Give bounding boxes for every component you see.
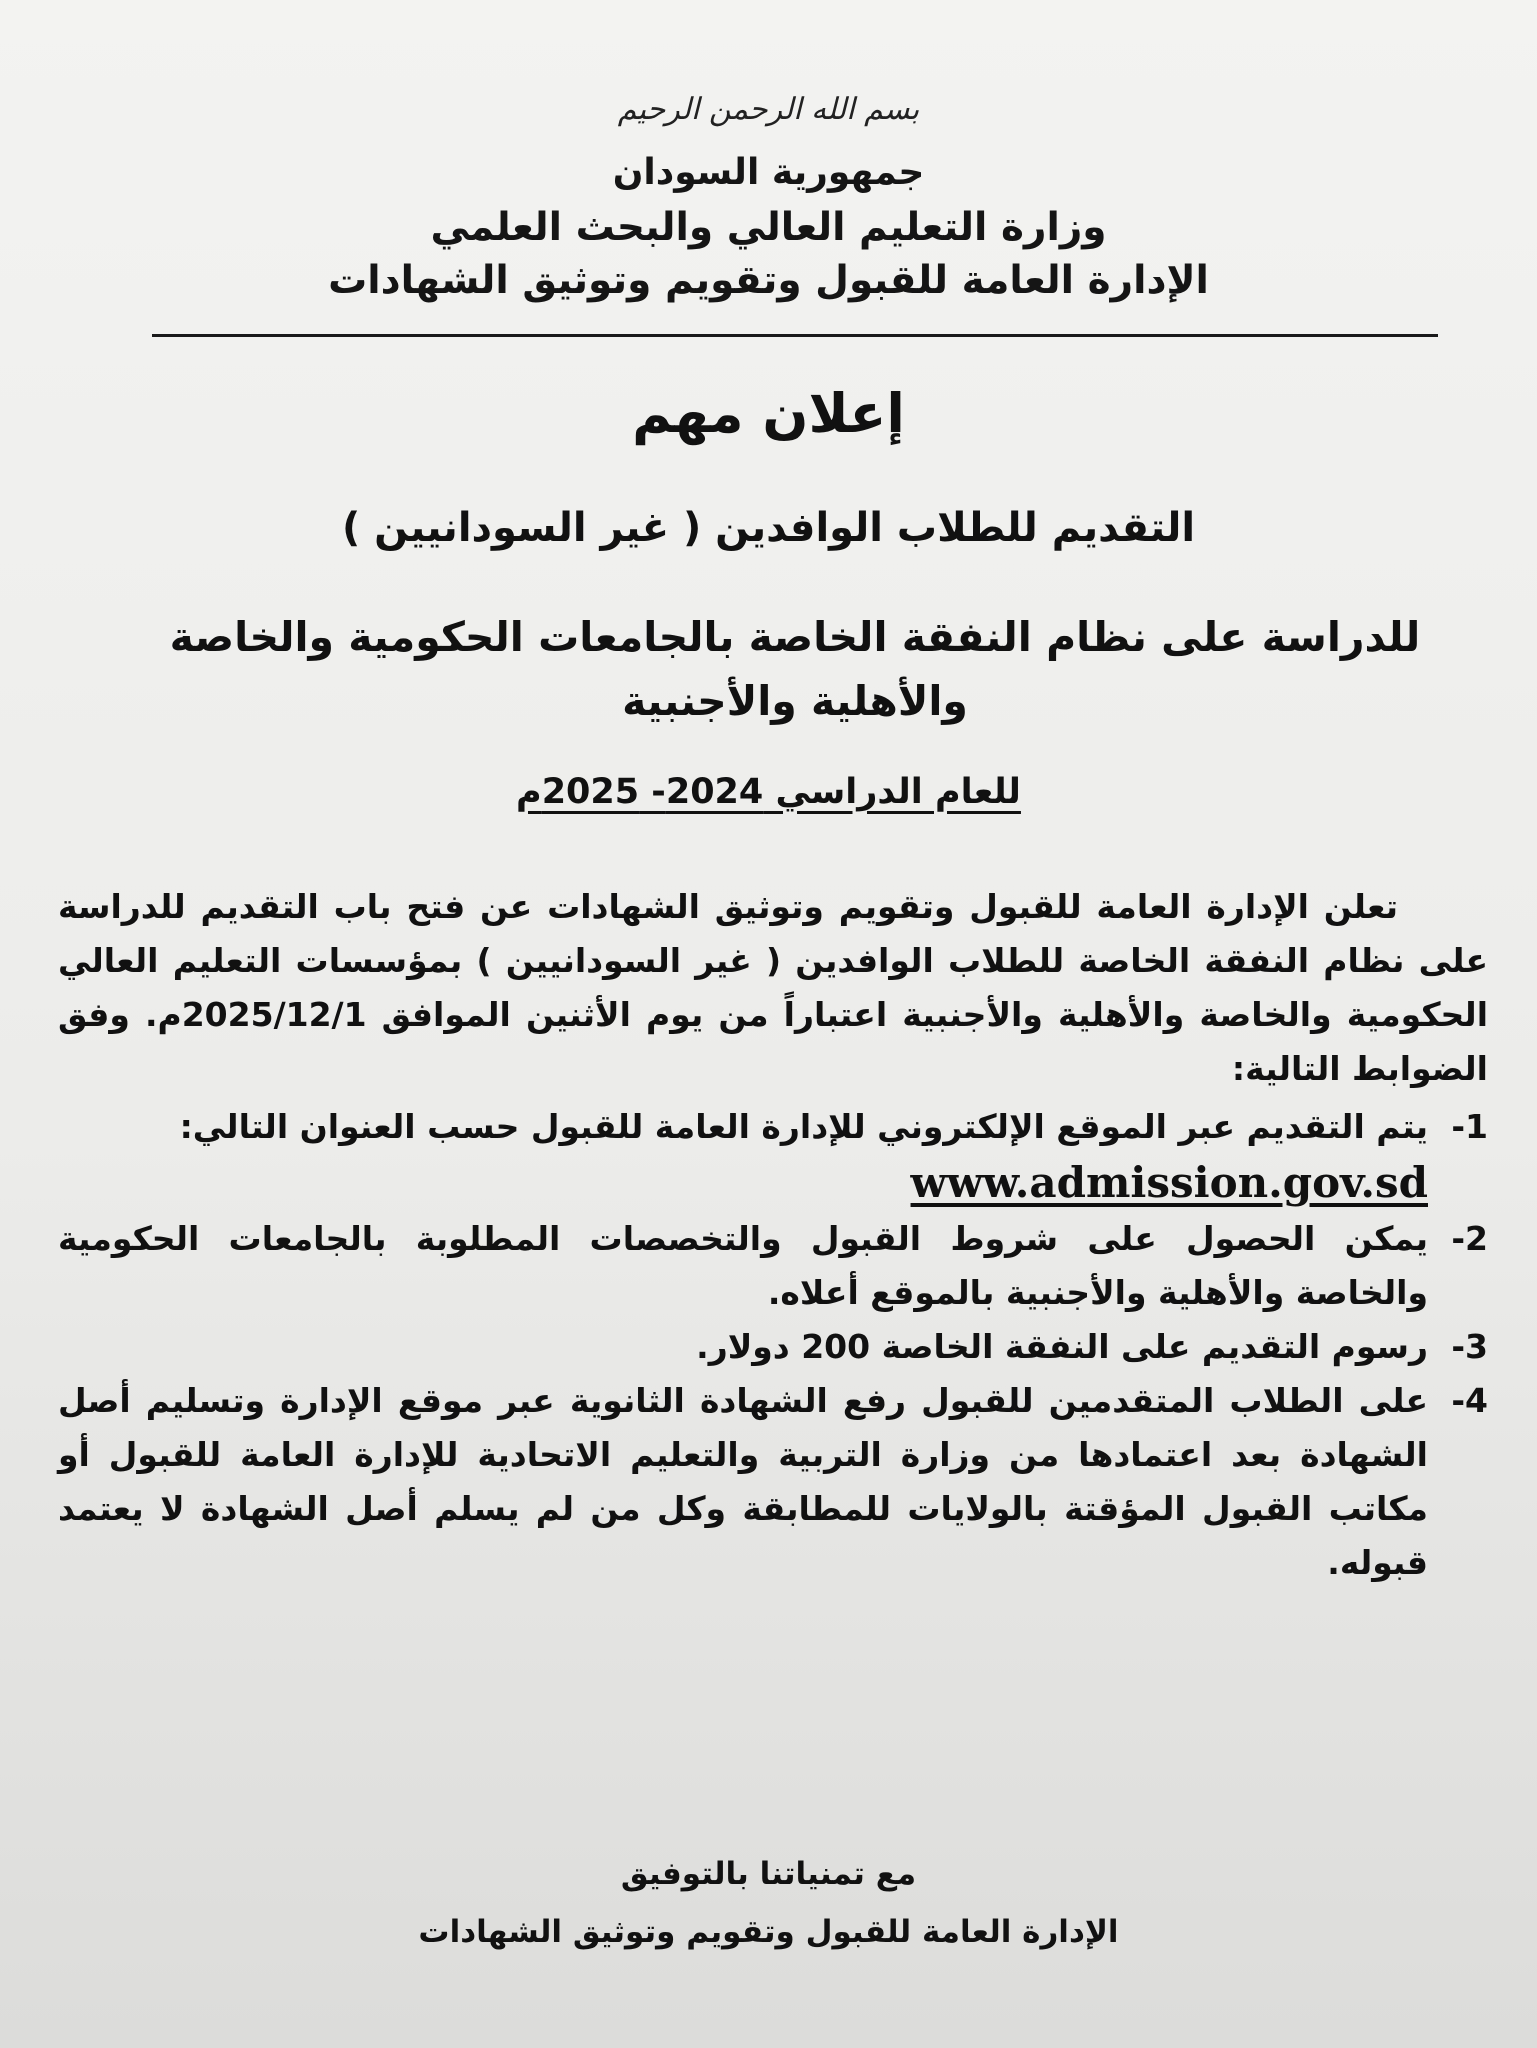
announcement-title: إعلان مهم: [632, 382, 905, 445]
ministry-name: وزارة التعليم العالي والبحث العلمي: [430, 205, 1107, 250]
intro-paragraph: تعلن الإدارة العامة للقبول وتقويم وتوثيق الشهادات عن فتح باب التقديم للدراسة على نظام النفقة الخاصة للطلاب الوافدين ( غير السودانيين ) بمؤسسات التعليم العالي الحكومية والخاصة والأهلية والأجنبية اعتباراً من يوم الأثنين الموافق 2025/12/1م. وفق الضوابط التالية:: [58, 887, 1489, 1088]
list-item: [58, 1320, 1488, 1374]
item-text: يتم التقديم عبر الموقع الإلكتروني للإدارة العامة للقبول حسب العنوان التالي:: [179, 1107, 1428, 1146]
closing-wishes: مع تمنياتنا بالتوفيق: [620, 1856, 917, 1892]
basmala: بسم الله الرحمن الرحيم: [617, 92, 920, 127]
announcement-scope: للدراسة على نظام النفقة الخاصة بالجامعات الحكومية والخاصة والأهلية والأجنبية: [169, 613, 1421, 725]
list-item: [58, 1100, 1488, 1212]
item-text: يمكن الحصول على شروط القبول والتخصصات المطلوبة بالجامعات الحكومية والخاصة والأهلية والأجنبية بالموقع أعلاه.: [58, 1219, 1428, 1312]
item-number: 2-: [1451, 1219, 1488, 1258]
header-divider: [152, 334, 1438, 337]
country-name: جمهورية السودان: [612, 152, 925, 193]
academic-year: للعام الدراسي 2024- 2025م: [516, 772, 1021, 812]
list-item: [58, 1374, 1488, 1590]
conditions-list: [58, 1100, 1488, 1590]
announcement-body: [58, 880, 1488, 1590]
admission-website-link[interactable]: www.admission.gov.sd: [910, 1158, 1428, 1207]
announcement-subtitle: التقديم للطلاب الوافدين ( غير السودانيين ): [341, 505, 1196, 551]
item-text: رسوم التقديم على النفقة الخاصة 200 دولار.: [696, 1327, 1428, 1366]
item-number: 4-: [1451, 1381, 1488, 1420]
list-item: [58, 1212, 1488, 1320]
closing-block: [0, 1845, 1537, 1961]
item-number: 1-: [1451, 1107, 1488, 1146]
closing-signature: الإدارة العامة للقبول وتقويم وتوثيق الشهادات: [418, 1914, 1119, 1950]
item-text: على الطلاب المتقدمين للقبول رفع الشهادة الثانوية عبر موقع الإدارة وتسليم أصل الشهادة بعد اعتمادها من وزارة التربية والتعليم الاتحادية للإدارة العامة للقبول أو مكاتب القبول المؤقتة بالولايات للمطابقة وكل من لم يسلم أصل الشهادة لا يعتمد قبوله.: [58, 1381, 1428, 1582]
item-number: 3-: [1451, 1327, 1488, 1366]
department-name: الإدارة العامة للقبول وتقويم وتوثيق الشهادات: [328, 258, 1209, 303]
